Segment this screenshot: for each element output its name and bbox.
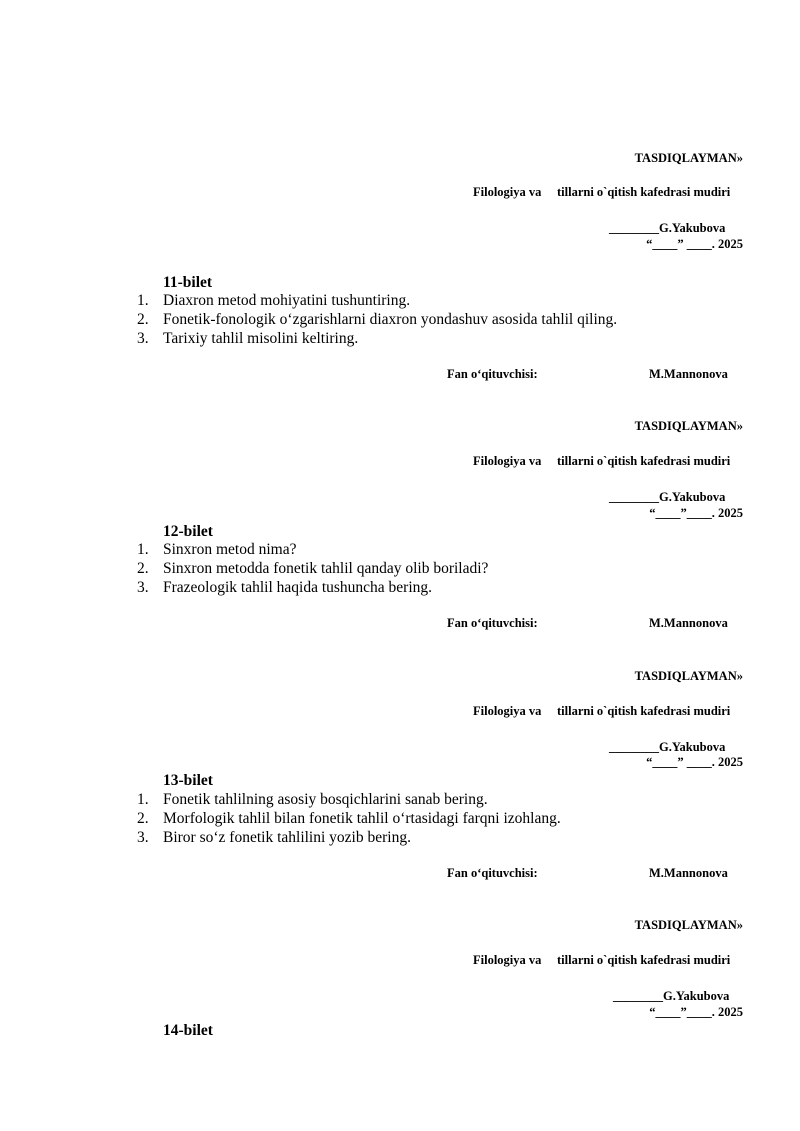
teacher-label: Fan o‘qituvchisi: (447, 367, 538, 381)
approval-date: “____” ____. 2025 (646, 237, 743, 251)
question-number: 1. (137, 541, 149, 558)
approval-date: “____” ____. 2025 (646, 755, 743, 769)
department-title: tillarni o`qitish kafedrasi mudiri (557, 704, 731, 718)
question-text: Diaxron metod mohiyatini tushuntiring. (163, 292, 411, 309)
ticket-title: 11-bilet (163, 274, 213, 291)
question-number: 1. (137, 292, 149, 309)
approval-heading: TASDIQLAYMAN» (634, 918, 743, 932)
approval-heading: TASDIQLAYMAN» (634, 419, 743, 433)
department-prefix: Filologiya va (473, 454, 542, 468)
ticket-title: 12-bilet (163, 523, 213, 540)
question-item (137, 579, 432, 597)
question-number: 3. (137, 829, 149, 846)
question-number: 2. (137, 311, 149, 328)
question-item (137, 292, 410, 310)
question-text: Biror so‘z fonetik tahlilini yozib bering. (163, 829, 411, 846)
question-text: Tarixiy tahlil misolini keltiring. (163, 330, 359, 347)
question-text: Sinxron metodda fonetik tahlil qanday olib boriladi? (163, 560, 489, 577)
question-text: Frazeologik tahlil haqida tushuncha bering. (163, 579, 433, 596)
question-item (137, 560, 488, 578)
head-signature: ________G.Yakubova (613, 989, 730, 1003)
question-number: 3. (137, 579, 149, 596)
question-text: Morfologik tahlil bilan fonetik tahlil o‘rtasidagi farqni izohlang. (163, 810, 561, 827)
approval-date: “____”____. 2025 (649, 506, 743, 520)
ticket-title: 14-bilet (163, 1022, 213, 1039)
teacher-label: Fan o‘qituvchisi: (447, 616, 538, 630)
department-title: tillarni o`qitish kafedrasi mudiri (557, 454, 731, 468)
teacher-label: Fan o‘qituvchisi: (447, 866, 538, 880)
question-text: Fonetik-fonologik o‘zgarishlarni diaxron yondashuv asosida tahlil qiling. (163, 311, 618, 328)
department-prefix: Filologiya va (473, 953, 542, 967)
teacher-name: M.Mannonova (649, 616, 728, 630)
head-signature: ________G.Yakubova (609, 740, 726, 754)
question-item (137, 330, 358, 348)
question-item (137, 541, 296, 559)
question-number: 3. (137, 330, 149, 347)
question-item (137, 810, 561, 828)
question-item (137, 829, 411, 847)
question-text: Sinxron metod nima? (163, 541, 297, 558)
department-title: tillarni o`qitish kafedrasi mudiri (557, 953, 731, 967)
teacher-name: M.Mannonova (649, 866, 728, 880)
approval-heading: TASDIQLAYMAN» (634, 151, 743, 165)
approval-date: “____”____. 2025 (649, 1005, 743, 1019)
head-signature: ________G.Yakubova (609, 490, 726, 504)
question-number: 2. (137, 810, 149, 827)
question-text: Fonetik tahlilning asosiy bosqichlarini sanab bering. (163, 791, 488, 808)
question-item (137, 791, 488, 809)
teacher-name: M.Mannonova (649, 367, 728, 381)
department-prefix: Filologiya va (473, 185, 542, 199)
question-number: 2. (137, 560, 149, 577)
approval-heading: TASDIQLAYMAN» (634, 669, 743, 683)
department-prefix: Filologiya va (473, 704, 542, 718)
department-title: tillarni o`qitish kafedrasi mudiri (557, 185, 731, 199)
question-number: 1. (137, 791, 149, 808)
head-signature: ________G.Yakubova (609, 221, 726, 235)
question-item (137, 311, 617, 329)
ticket-title: 13-bilet (163, 772, 213, 789)
